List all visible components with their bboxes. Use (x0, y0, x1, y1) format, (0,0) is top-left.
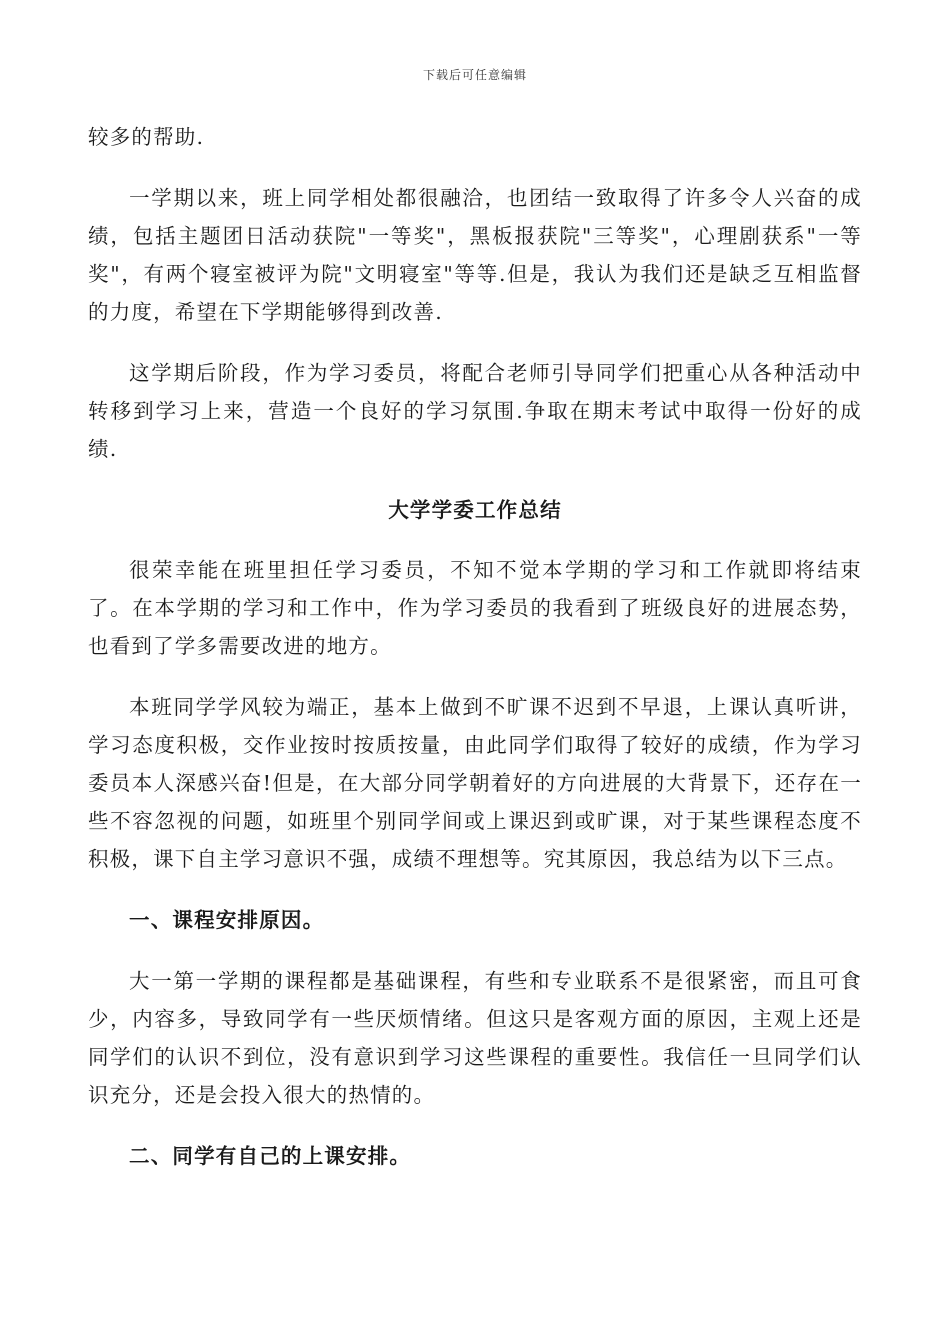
section-heading-own-schedule: 二、同学有自己的上课安排。 (129, 1144, 412, 1168)
document-body (88, 118, 862, 1198)
page-header: 下载后可任意编辑 (422, 68, 527, 82)
paragraph-class-achievements: 一学期以来，班上同学相处都很融洽，也团结一致取得了许多令人兴奋的成绩，包括主题团日活动获院"一等奖"，黑板报获院"三等奖"，心理剧获系"一等奖"，有两个寝室被评为院"文明寝室"等等.但是，我认为我们还是缺乏互相监督的力度，希望在下学期能够得到改善. (88, 186, 862, 324)
paragraph-later-plan: 这学期后阶段，作为学习委员，将配合老师引导同学们把重心从各种活动中转移到学习上来，营造一个良好的学习氛围.争取在期末考试中取得一份好的成绩. (88, 361, 862, 461)
paragraph-intro: 很荣幸能在班里担任学习委员，不知不觉本学期的学习和工作就即将结束了。在本学期的学习和工作中，作为学习委员的我看到了班级良好的进展态势，也看到了学多需要改进的地方。 (88, 558, 862, 658)
paragraph-continuation: 较多的帮助. (88, 125, 205, 149)
section-heading-course-arrangement: 一、课程安排原因。 (129, 908, 325, 932)
paragraph-study-atmosphere: 本班同学学风较为端正，基本上做到不旷课不迟到不早退，上课认真听讲，学习态度积极，交作业按时按质按量，由此同学们取得了较好的成绩，作为学习委员本人深感兴奋!但是，在大部分同学朝着好的方向进展的大背景下，还存在一些不容忽视的问题，如班里个别同学间或上课迟到或旷课，对于某些课程态度不积极，课下自主学习意识不强，成绩不理想等。究其原因，我总结为以下三点。 (88, 695, 862, 871)
paragraph-course-reasons: 大一第一学期的课程都是基础课程，有些和专业联系不是很紧密，而且可食少，内容多，导致同学有一些厌烦情绪。但这只是客观方面的原因，主观上还是同学们的认识不到位，没有意识到学习这些课程的重要性。我信任一旦同学们认识充分，还是会投入很大的热情的。 (88, 969, 862, 1107)
document-title: 大学学委工作总结 (388, 498, 562, 522)
